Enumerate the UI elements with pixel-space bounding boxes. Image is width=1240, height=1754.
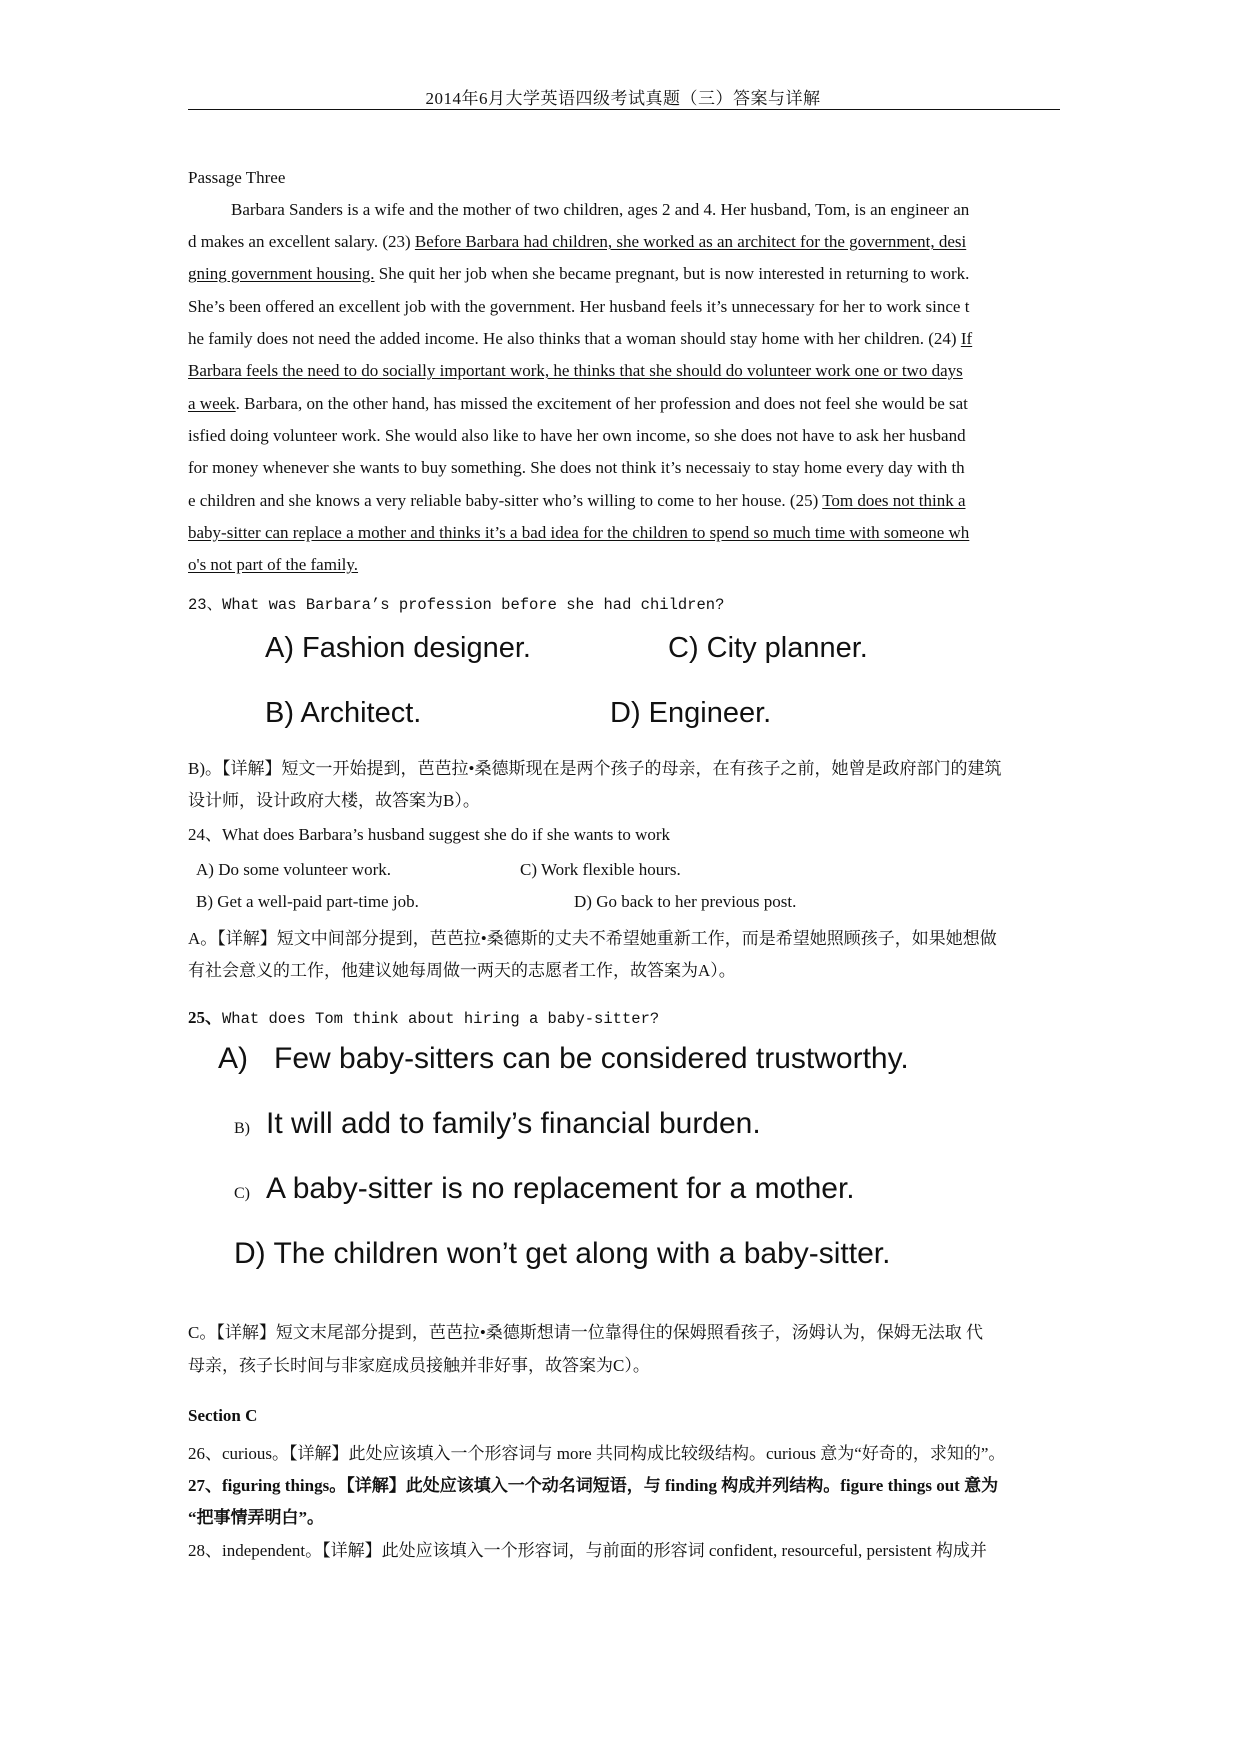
passage-text: d makes an excellent salary. (23) [188,232,415,251]
passage-text: . Barbara, on the other hand, has missed the excitement of her profession and does not feel she would be sat [235,394,968,413]
q23-explanation-line-1: B)。【详解】短文一开始提到，芭芭拉•桑德斯现在是两个孩子的母亲，在有孩子之前，她曾是政府部门的建筑 [188,759,1002,778]
passage-line-6 [188,361,963,381]
q24-option-b: B) Get a well-paid part-time job. [196,892,419,911]
q25-option-b-letter: B) [234,1120,250,1137]
section-c-item-28: 28、independent。【详解】此处应该填入一个形容词，与前面的形容词 confident, resourceful, persistent 构成并 [188,1541,987,1560]
q24-option-c: C) Work flexible hours. [520,860,681,879]
q25-option-b [234,1107,761,1141]
q24-option-d: D) Go back to her previous post. [574,892,797,911]
q23-option-a: A) Fashion designer. [265,632,531,664]
q25-option-a-letter: A) [218,1042,248,1075]
question-25 [188,1003,659,1028]
answer-24-underline: Barbara feels the need to do socially important work, he thinks that she should do volunteer work one or two days [188,361,963,380]
question-24: 24、What does Barbara’s husband suggest she do if she wants to work [188,825,671,844]
passage-line-3 [188,264,969,284]
section-c-item-26: 26、curious。【详解】此处应该填入一个形容词与 more 共同构成比较级结构。curious 意为“好奇的，求知的”。 [188,1444,1006,1463]
q25-option-d: D) The children won’t get along with a baby-sitter. [234,1237,891,1270]
answer-23-underline: Before Barbara had children, she worked as an architect for the government, desi [414,232,967,251]
answer-23-underline: gning government housing. [188,264,375,283]
q24-explanation-line-1: A。【详解】短文中间部分提到，芭芭拉•桑德斯的丈夫不希望她重新工作，而是希望她照顾孩子，如果她想做 [188,929,997,948]
passage-line-2 [188,232,966,252]
passage-line-12 [188,555,358,575]
q24-option-a: A) Do some volunteer work. [196,860,391,879]
answer-25-underline: baby-sitter can replace a mother and thinks it’s a bad idea for the children to spend so much time with someone wh [188,523,970,542]
q25-explanation-line-2: 母亲，孩子长时间与非家庭成员接触并非好事，故答案为C）。 [188,1356,650,1375]
passage-text: for money whenever she wants to buy something. She does not think it’s necessaiy to stay home every day with th [188,458,965,477]
passage-line-11 [188,523,969,543]
question-25-number: 25、 [188,1008,222,1027]
q25-option-c [234,1172,855,1206]
passage-line-7 [188,394,968,414]
passage-line-4 [188,297,969,317]
page-header-title: 2014年6月大学英语四级考试真题（三）答案与详解 [425,89,821,108]
passage-heading: Passage Three [188,168,286,187]
passage-line-8 [188,426,966,446]
q23-option-d: D) Engineer. [610,697,772,729]
section-c-heading: Section C [188,1406,258,1425]
passage-text: e children and she knows a very reliable baby-sitter who’s willing to come to her house. (25) [188,491,823,510]
answer-25-underline: Tom does not think a [822,491,966,510]
passage-line-5 [188,329,972,349]
q25-option-c-letter: C) [234,1185,250,1202]
section-c-item-27-line-1: 27、figuring things。【详解】此处应该填入一个动名词短语，与 finding 构成并列结构。figure things out 意为 [188,1476,999,1495]
q25-option-c-text: A baby-sitter is no replacement for a mother. [266,1172,855,1205]
question-23: 23、What was Barbara’s profession before she had children? [188,596,725,614]
q23-option-c: C) City planner. [668,632,868,664]
answer-24-underline: If [960,329,973,348]
q25-option-a [218,1042,909,1076]
passage-text: Barbara Sanders is a wife and the mother of two children, ages 2 and 4. Her husband, Tom, is an engineer an [231,200,970,219]
q25-option-a-text: Few baby-sitters can be considered trustworthy. [274,1042,909,1075]
passage-text: he family does not need the added income. He also thinks that a woman should stay home with her children. (24) [188,329,961,348]
passage-text: isfied doing volunteer work. She would also like to have her own income, so she does not have to ask her husband [188,426,966,445]
q25-explanation-line-1: C。【详解】短文末尾部分提到，芭芭拉•桑德斯想请一位靠得住的保姆照看孩子，汤姆认为，保姆无法取 代 [188,1323,984,1342]
question-25-text: What does Tom think about hiring a baby-sitter? [222,1010,660,1028]
passage-text: She quit her job when she became pregnant, but is now interested in returning to work. [374,264,970,283]
header-divider [188,109,1060,110]
passage-line-1 [231,200,969,220]
section-c-item-27-line-2: “把事情弄明白”。 [188,1508,324,1527]
answer-24-underline: a week [188,394,236,413]
answer-25-underline: o's not part of the family. [188,555,359,574]
passage-text: She’s been offered an excellent job with the government. Her husband feels it’s unnecessary for her to work since t [188,297,970,316]
q25-option-b-text: It will add to family’s financial burden. [266,1107,761,1140]
passage-line-10 [188,491,966,511]
q23-option-b: B) Architect. [265,697,422,729]
q23-explanation-line-2: 设计师，设计政府大楼，故答案为B）。 [188,791,480,810]
q24-explanation-line-2: 有社会意义的工作，他建议她每周做一两天的志愿者工作，故答案为A）。 [188,961,736,980]
passage-line-9 [188,458,965,478]
